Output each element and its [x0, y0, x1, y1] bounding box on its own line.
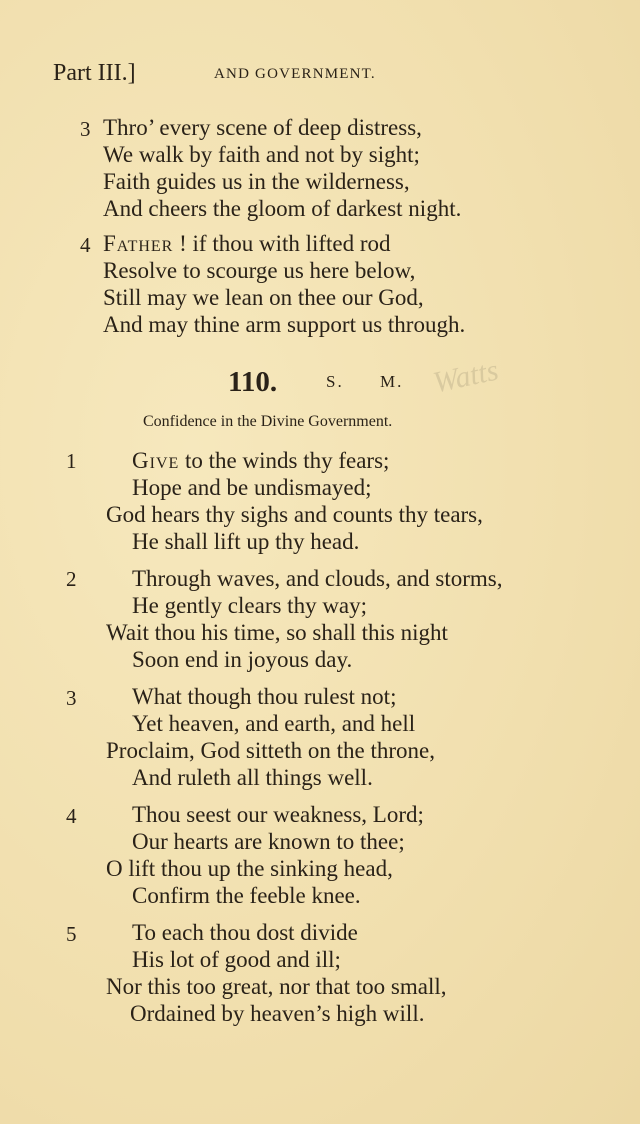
verse-line: He gently clears thy way;: [132, 593, 368, 618]
verse-number: 5: [66, 922, 77, 946]
verse-number: 1: [66, 449, 77, 473]
verse-line: Confirm the feeble knee.: [132, 883, 361, 908]
verse-number: 4: [80, 233, 91, 257]
verse-line: Our hearts are known to thee;: [132, 829, 405, 854]
verse-line: Thou seest our weakness, Lord;: [132, 802, 424, 827]
meter-s: S.: [326, 372, 344, 391]
verse-line: To each thou dost divide: [132, 920, 358, 945]
verse-line: Wait thou his time, so shall this night: [106, 620, 448, 645]
verse-line: Ordained by heaven’s high will.: [130, 1001, 425, 1026]
verse-number: 3: [80, 117, 91, 141]
verse-line: Hope and be undismayed;: [132, 475, 372, 500]
verse-line: We walk by faith and not by sight;: [103, 142, 420, 167]
hymn-number: 110.: [228, 366, 278, 398]
running-header: [53, 60, 613, 90]
verse-line-rest: to the winds thy fears;: [179, 448, 390, 473]
meter-m: M.: [380, 372, 404, 391]
verse-line: Faith guides us in the wilderness,: [103, 169, 410, 194]
verse-line: And cheers the gloom of darkest night.: [103, 196, 462, 221]
verse-line: Thro’ every scene of deep distress,: [103, 115, 422, 140]
verse-line: His lot of good and ill;: [132, 947, 341, 972]
verse-first-word: Give: [132, 448, 180, 473]
verse-line: And ruleth all things well.: [132, 765, 373, 790]
verse-line: [132, 447, 389, 474]
running-title: AND GOVERNMENT.: [214, 66, 376, 82]
hymn-subtitle: Confidence in the Divine Government.: [143, 413, 393, 430]
pencil-annotation: Watts: [430, 353, 502, 400]
verse-number: 3: [66, 686, 77, 710]
verse-line: Soon end in joyous day.: [132, 647, 353, 672]
verse-line: What though thou rulest not;: [132, 684, 397, 709]
part-label: Part III.]: [53, 60, 136, 86]
verse-line: And may thine arm support us through.: [103, 312, 466, 337]
verse-line: He shall lift up thy head.: [132, 529, 360, 554]
verse-first-word: Father: [103, 231, 174, 256]
verse-line: Proclaim, God sitteth on the throne,: [106, 738, 435, 763]
verse-line: Resolve to scourge us here below,: [103, 258, 416, 283]
verse-line-rest: ! if thou with lifted rod: [173, 231, 391, 256]
verse-line: Through waves, and clouds, and storms,: [132, 566, 503, 591]
verse-line: Nor this too great, nor that too small,: [106, 974, 447, 999]
verse-line: Yet heaven, and earth, and hell: [132, 711, 416, 736]
verse-number: 2: [66, 567, 77, 591]
verse-line: God hears thy sighs and counts thy tears,: [106, 502, 483, 527]
verse-line: [103, 230, 391, 257]
verse-line: O lift thou up the sinking head,: [106, 856, 393, 881]
verse-line: Still may we lean on thee our God,: [103, 285, 424, 310]
verse-number: 4: [66, 804, 77, 828]
